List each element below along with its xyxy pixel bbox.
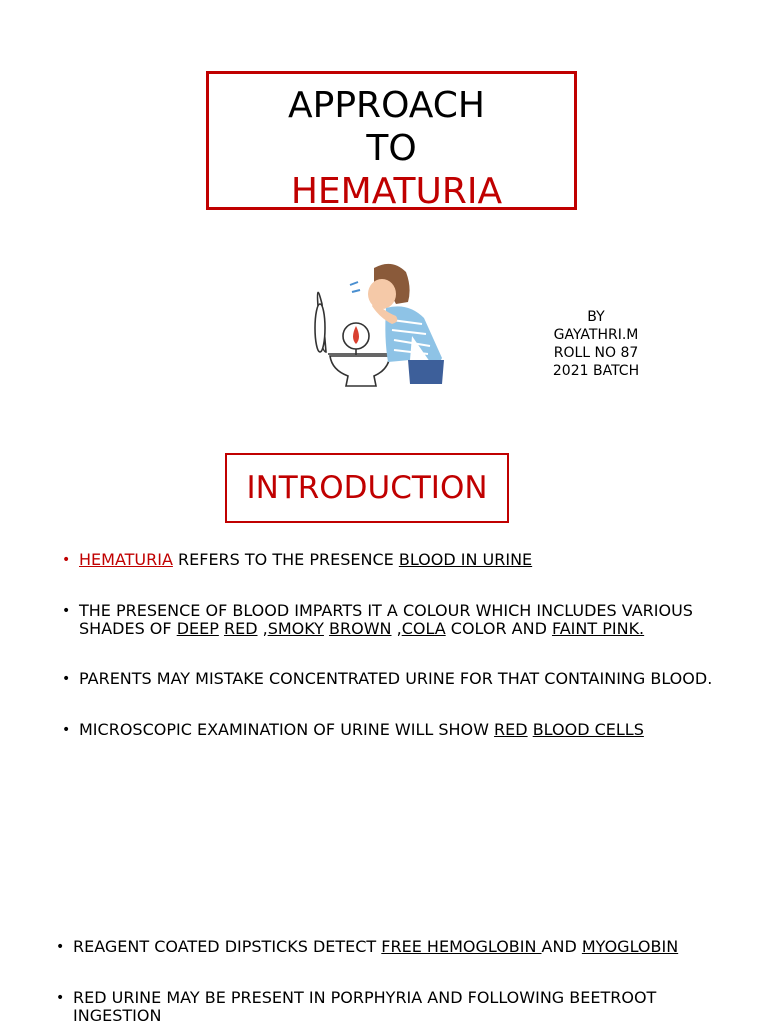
bullet-parents-mistake: • PARENTS MAY MISTAKE CONCENTRATED URINE FOR THAT CONTAINING BLOOD. xyxy=(62,669,713,688)
title-line-to: TO xyxy=(366,128,417,169)
byline-by: BY xyxy=(587,309,605,325)
bullet-icon: • xyxy=(62,552,71,568)
byline xyxy=(548,308,644,380)
bullet-icon: • xyxy=(62,603,71,619)
bullet-colour-shades: • THE PRESENCE OF BLOOD IMPARTS IT A COLOUR WHICH INCLUDES VARIOUS SHADES OF DEEP RED ,SMOKY BROWN ,COLA COLOR AND FAINT PINK. xyxy=(62,601,693,638)
blood-drop-icon xyxy=(343,323,369,355)
bullet-icon: • xyxy=(62,671,71,687)
bullet-icon: • xyxy=(62,722,71,738)
introduction-heading: INTRODUCTION xyxy=(246,470,488,506)
bullet-microscopic-exam: • MICROSCOPIC EXAMINATION OF URINE WILL SHOW RED BLOOD CELLS xyxy=(62,720,644,739)
title-line-approach: APPROACH xyxy=(288,85,485,126)
sweat-icon xyxy=(350,282,360,292)
bullet-red-urine-causes: • RED URINE MAY BE PRESENT IN PORPHYRIA AND FOLLOWING BEETROOT INGESTION xyxy=(56,988,657,1025)
bullet-icon: • xyxy=(56,990,65,1006)
byline-batch: 2021 BATCH xyxy=(552,363,640,379)
bullet-icon: • xyxy=(56,939,65,955)
byline-roll: ROLL NO 87 xyxy=(553,345,639,361)
title-box xyxy=(206,71,577,210)
woman-at-toilet-illustration xyxy=(312,258,448,390)
byline-author: GAYATHRI.M xyxy=(553,327,639,343)
title-line-hematuria: HEMATURIA xyxy=(290,171,503,212)
bullet-hematuria-definition: • HEMATURIA REFERS TO THE PRESENCE BLOOD IN URINE xyxy=(62,550,533,569)
introduction-heading-box xyxy=(225,453,509,523)
bullet-dipsticks: • REAGENT COATED DIPSTICKS DETECT FREE HEMOGLOBIN AND MYOGLOBIN xyxy=(56,937,679,956)
